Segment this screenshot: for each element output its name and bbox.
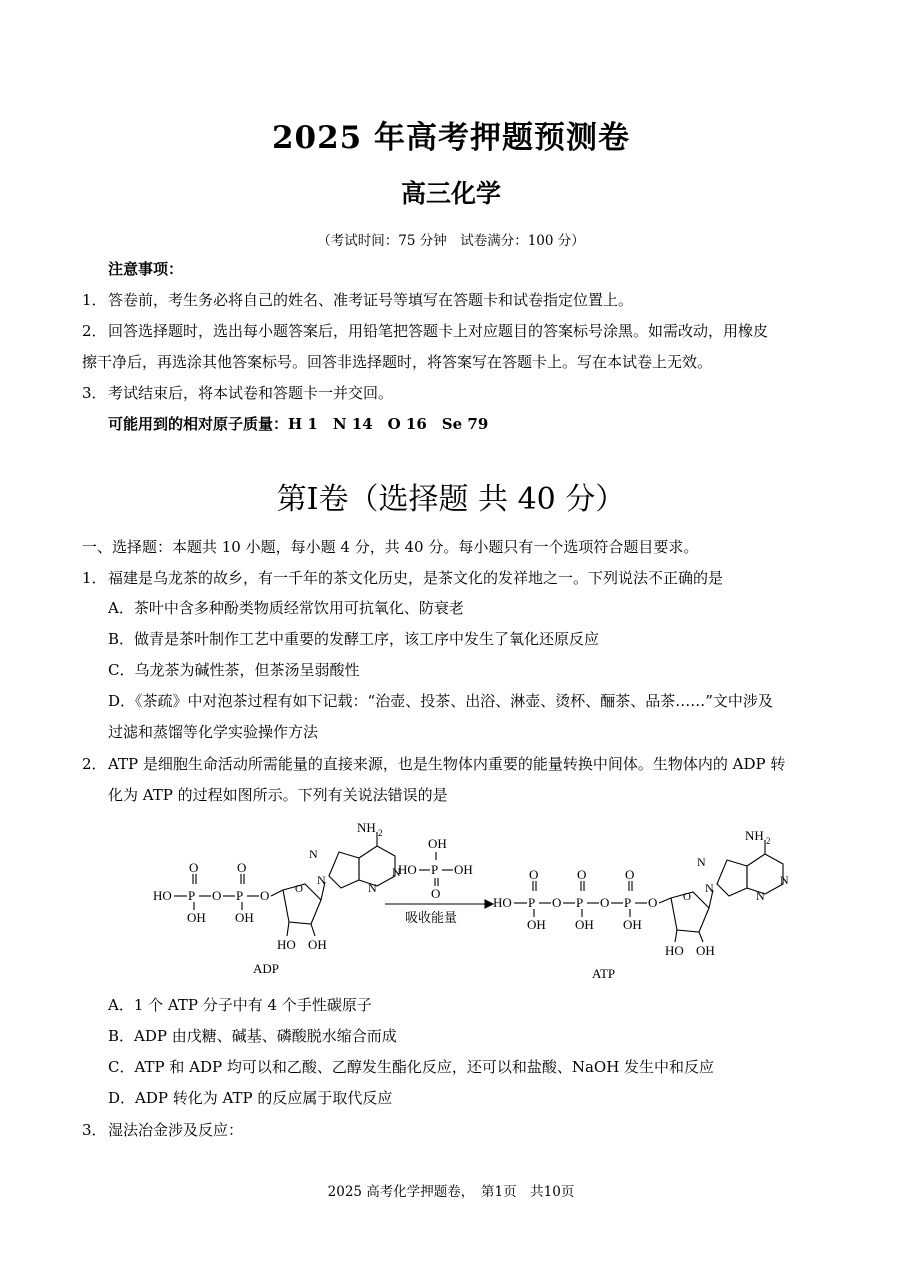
- svg-text:O: O: [552, 895, 562, 910]
- atp-label: ATP: [592, 966, 616, 981]
- adp-structure: [153, 820, 401, 976]
- option-d: D．《茶疏》中对泡茶过程有如下记载：“治壶、投茶、出浴、淋壶、烫杯、酾茶、品茶……”文中涉及: [108, 692, 773, 710]
- question-number: 2．: [82, 755, 107, 773]
- svg-text:OH: OH: [308, 937, 327, 952]
- notice-item-text: 擦干净后，再选涂其他答案标号。回答非选择题时，将答案写在答题卡上。写在本试卷上无效。: [82, 353, 713, 371]
- svg-text:O: O: [625, 867, 635, 882]
- svg-text:O: O: [600, 895, 610, 910]
- svg-text:2: 2: [378, 828, 383, 838]
- svg-text:N: N: [780, 873, 789, 887]
- svg-text:HO: HO: [398, 862, 417, 877]
- notice-item-number: 2．: [82, 322, 107, 340]
- atomic-mass-line: 可能用到的相对原子质量：H 1 N 14 O 16 Se 79: [108, 415, 489, 433]
- svg-text:O: O: [189, 860, 199, 875]
- page-footer: 2025 高考化学押题卷， 第1页 共10页: [327, 1184, 575, 1200]
- svg-text:NH: NH: [357, 820, 376, 835]
- svg-text:O: O: [529, 867, 539, 882]
- svg-text:2: 2: [766, 836, 771, 846]
- option-a: A．1 个 ATP 分子中有 4 个手性碳原子: [108, 996, 372, 1014]
- notice-item-text: 回答选择题时，选出每小题答案后，用铅笔把答题卡上对应题目的答案标号涂黑。如需改动，用橡皮: [108, 322, 769, 340]
- svg-text:OH: OH: [575, 917, 594, 932]
- svg-text:OH: OH: [454, 862, 473, 877]
- question-number: 1．: [82, 569, 107, 587]
- adp-label: ADP: [253, 961, 280, 976]
- svg-text:N: N: [317, 873, 326, 887]
- svg-text:O: O: [431, 886, 441, 901]
- svg-text:P: P: [624, 895, 632, 910]
- question-stem-continued: 化为 ATP 的过程如图所示。下列有关说法错误的是: [108, 786, 448, 804]
- arrow-label: 吸收能量: [405, 910, 458, 925]
- svg-text:O: O: [237, 860, 247, 875]
- question-stem: ATP 是细胞生命活动所需能量的直接来源，也是生物体内重要的能量转换中间体。生物体内的 ADP 转: [108, 755, 786, 773]
- svg-text:P: P: [188, 888, 196, 903]
- svg-text:OH: OH: [696, 943, 715, 958]
- svg-text:HO: HO: [153, 888, 172, 903]
- phosphoric-acid-reagent: [398, 836, 473, 901]
- section-title: 第I卷（选择题 共 40 分）: [276, 482, 626, 517]
- svg-text:OH: OH: [187, 910, 206, 925]
- svg-text:O: O: [260, 888, 270, 903]
- atp-structure: [493, 828, 789, 981]
- svg-text:O: O: [212, 888, 222, 903]
- option-a: A．茶叶中含多种酚类物质经常饮用可抗氧化、防衰老: [108, 599, 464, 617]
- section-instruction: 一、选择题：本题共 10 小题，每小题 4 分，共 40 分。每小题只有一个选项符合题目要求。: [82, 538, 699, 556]
- svg-text:OH: OH: [623, 917, 642, 932]
- exam-subject: 高三化学: [400, 179, 501, 208]
- svg-text:N: N: [697, 855, 706, 869]
- notice-item-number: 1．: [82, 291, 107, 309]
- svg-text:N: N: [392, 865, 401, 879]
- notice-item-text: 答卷前，考生务必将自己的姓名、准考证号等填写在答题卡和试卷指定位置上。: [108, 291, 634, 309]
- svg-text:N: N: [705, 881, 714, 895]
- notice-heading: 注意事项：: [108, 260, 184, 278]
- svg-text:HO: HO: [493, 895, 512, 910]
- svg-text:N: N: [368, 881, 377, 895]
- svg-text:N: N: [309, 847, 318, 861]
- svg-text:P: P: [576, 895, 584, 910]
- option-d-continued: 过滤和蒸馏等化学实验操作方法: [108, 723, 319, 741]
- question-stem: 湿法冶金涉及反应：: [108, 1121, 244, 1139]
- svg-text:P: P: [431, 862, 439, 877]
- svg-text:P: P: [528, 895, 536, 910]
- option-b: B．做青是茶叶制作工艺中重要的发酵工序，该工序中发生了氧化还原反应: [108, 630, 600, 648]
- notice-item-text: 考试结束后，将本试卷和答题卡一并交回。: [108, 384, 394, 402]
- option-c: C．ATP 和 ADP 均可以和乙酸、乙醇发生酯化反应，还可以和盐酸、NaOH 发生中和反应: [108, 1058, 715, 1076]
- svg-text:O: O: [577, 867, 587, 882]
- svg-text:NH: NH: [745, 828, 764, 843]
- notice-item-number: 3．: [82, 384, 107, 402]
- exam-time-info: （考试时间：75 分钟 试卷满分：100 分）: [317, 233, 585, 249]
- adp-atp-reaction-figure: [145, 818, 795, 988]
- option-d: D．ADP 转化为 ATP 的反应属于取代反应: [108, 1089, 393, 1107]
- question-stem: 福建是乌龙茶的故乡，有一千年的茶文化历史，是茶文化的发祥地之一。下列说法不正确的是: [108, 569, 724, 587]
- svg-text:HO: HO: [277, 937, 296, 952]
- svg-text:O: O: [683, 891, 691, 903]
- option-c: C．乌龙茶为碱性茶，但茶汤呈弱酸性: [108, 661, 360, 679]
- svg-text:P: P: [236, 888, 244, 903]
- svg-text:OH: OH: [235, 910, 254, 925]
- svg-text:O: O: [648, 895, 658, 910]
- reaction-arrow: [385, 900, 493, 925]
- exam-title: 2025 年高考押题预测卷: [271, 120, 631, 156]
- question-number: 3．: [82, 1121, 107, 1139]
- svg-text:N: N: [756, 889, 765, 903]
- svg-text:HO: HO: [665, 943, 684, 958]
- svg-text:OH: OH: [527, 917, 546, 932]
- option-b: B．ADP 由戊糖、碱基、磷酸脱水缩合而成: [108, 1027, 397, 1045]
- svg-text:OH: OH: [428, 836, 447, 851]
- svg-text:O: O: [295, 883, 303, 895]
